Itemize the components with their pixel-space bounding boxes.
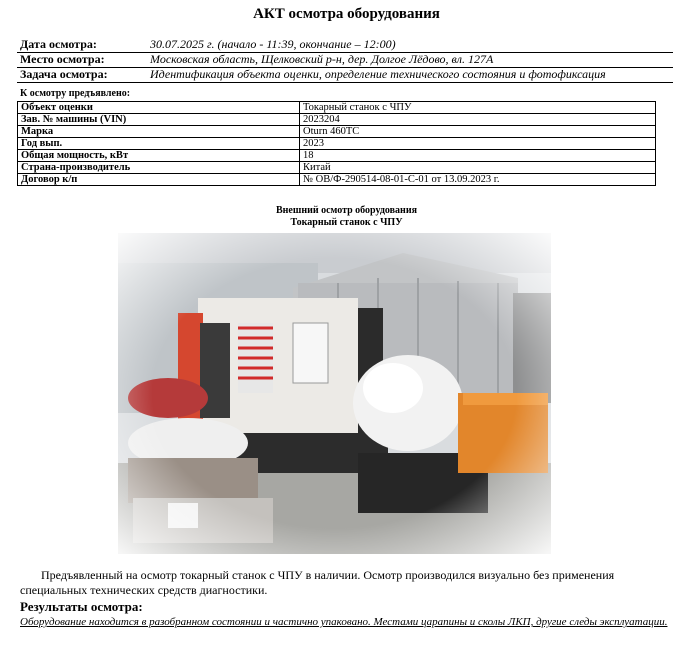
spec-value: № ОВ/Ф-290514-08-01-С-01 от 13.09.2023 г. [300, 174, 656, 186]
presented-heading: К осмотру предъявлено: [20, 88, 131, 99]
spec-value: 2023 [300, 138, 656, 150]
table-row [18, 126, 656, 138]
equipment-photo [118, 233, 551, 554]
specs-table [17, 101, 656, 186]
spec-value: 2023204 [300, 114, 656, 126]
spec-value: 18 [300, 150, 656, 162]
info-value: 30.07.2025 г. (начало - 11:39, окончание – 12:00) [150, 37, 396, 51]
table-row [18, 174, 656, 186]
spec-key: Общая мощность, кВт [18, 150, 300, 162]
spec-value: Oturn 460TC [300, 126, 656, 138]
info-label: Место осмотра: [20, 52, 105, 66]
equipment-photo-illustration [118, 233, 551, 554]
table-row [18, 150, 656, 162]
info-row-place [17, 52, 673, 68]
results-heading: Результаты осмотра: [20, 599, 143, 614]
info-value: Идентификация объекта оценки, определение технического состояния и фотофиксация [150, 67, 606, 81]
table-row [18, 138, 656, 150]
table-row [18, 162, 656, 174]
photo-caption-line2: Токарный станок с ЧПУ [290, 217, 403, 228]
table-row [18, 102, 656, 114]
inspection-paragraph: Предъявленный на осмотр токарный станок с ЧПУ в наличии. Осмотр производился визуально без применения специальных технических средств диагностики. [20, 568, 615, 597]
table-row [18, 114, 656, 126]
document-title: АКТ осмотра оборудования [253, 6, 440, 22]
photo-caption-line1: Внешний осмотр оборудования [276, 205, 417, 216]
info-row-task [17, 67, 673, 83]
spec-value: Китай [300, 162, 656, 174]
spec-key: Год вып. [18, 138, 300, 150]
info-label: Дата осмотра: [20, 37, 97, 51]
spec-value: Токарный станок с ЧПУ [300, 102, 656, 114]
spec-key: Марка [18, 126, 300, 138]
info-label: Задача осмотра: [20, 67, 108, 81]
info-row-date [17, 37, 673, 53]
spec-key: Зав. № машины (VIN) [18, 114, 300, 126]
results-text: Оборудование находится в разобранном состоянии и частично упаковано. Местами царапины и сколы ЛКП, другие следы эксплуатации. [20, 616, 668, 628]
spec-key: Страна-производитель [18, 162, 300, 174]
info-value: Московская область, Щелковский р-н, дер. Долгое Лёдово, вл. 127А [150, 52, 494, 66]
spec-key: Объект оценки [18, 102, 300, 114]
spec-key: Договор к/п [18, 174, 300, 186]
